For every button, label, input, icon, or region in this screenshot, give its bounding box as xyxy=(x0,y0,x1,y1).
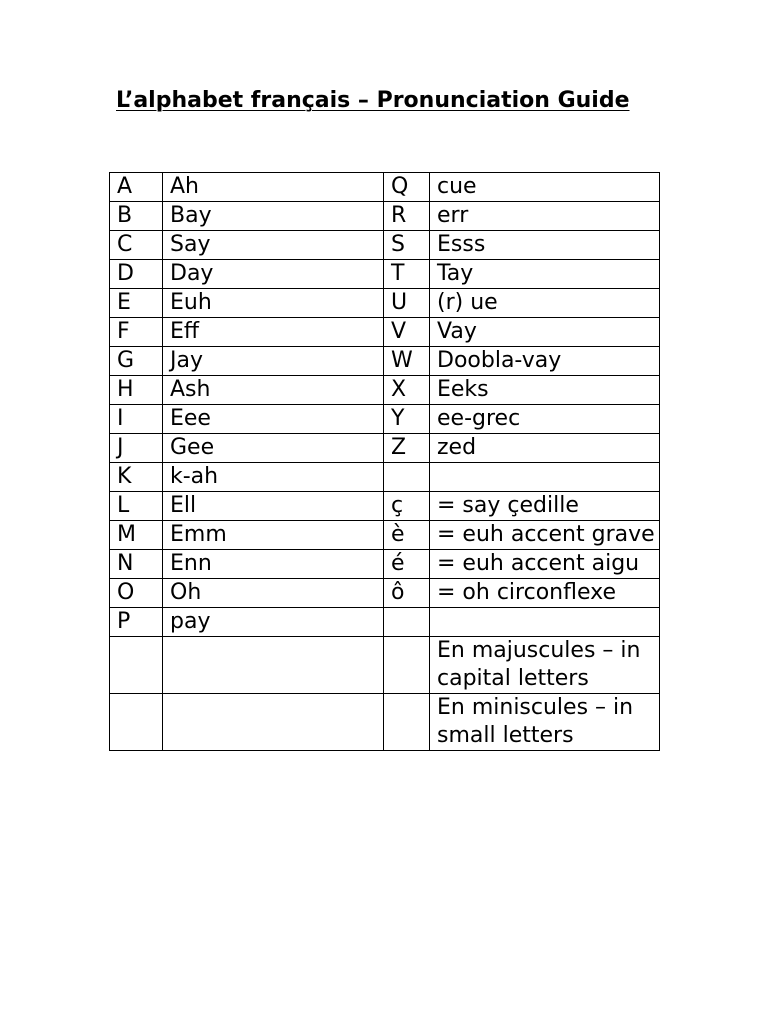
pronunciation-cell: Oh xyxy=(163,579,384,608)
page-title: L’alphabet français – Pronunciation Guide xyxy=(116,88,630,113)
letter-cell: C xyxy=(110,231,163,260)
table-row xyxy=(110,318,660,347)
letter-cell: G xyxy=(110,347,163,376)
letter-cell: T xyxy=(384,260,430,289)
table-row xyxy=(110,521,660,550)
pronunciation-cell: Day xyxy=(163,260,384,289)
table-row xyxy=(110,347,660,376)
letter-cell: N xyxy=(110,550,163,579)
pronunciation-cell: Ash xyxy=(163,376,384,405)
letter-cell: B xyxy=(110,202,163,231)
table-row xyxy=(110,405,660,434)
alphabet-table xyxy=(109,172,660,751)
letter-cell xyxy=(110,694,163,751)
letter-cell: S xyxy=(384,231,430,260)
note-cell: En miniscules – in small letters xyxy=(430,694,660,751)
table-row xyxy=(110,289,660,318)
pronunciation-cell: Esss xyxy=(430,231,660,260)
letter-cell: M xyxy=(110,521,163,550)
pronunciation-cell: Doobla-vay xyxy=(430,347,660,376)
letter-cell xyxy=(384,463,430,492)
pronunciation-cell: = oh circonflexe xyxy=(430,579,660,608)
pronunciation-cell: = euh accent grave xyxy=(430,521,660,550)
pronunciation-cell: = euh accent aigu xyxy=(430,550,660,579)
letter-cell: I xyxy=(110,405,163,434)
letter-cell: D xyxy=(110,260,163,289)
table-row xyxy=(110,492,660,521)
pronunciation-cell: Jay xyxy=(163,347,384,376)
table-row xyxy=(110,608,660,637)
letter-cell: ç xyxy=(384,492,430,521)
letter-cell: Q xyxy=(384,173,430,202)
letter-cell: H xyxy=(110,376,163,405)
letter-cell: V xyxy=(384,318,430,347)
pronunciation-cell xyxy=(430,608,660,637)
letter-cell: U xyxy=(384,289,430,318)
letter-cell: P xyxy=(110,608,163,637)
pronunciation-cell: Gee xyxy=(163,434,384,463)
table-row xyxy=(110,463,660,492)
table-row xyxy=(110,550,660,579)
pronunciation-cell: err xyxy=(430,202,660,231)
pronunciation-cell: zed xyxy=(430,434,660,463)
pronunciation-cell: ee-grec xyxy=(430,405,660,434)
letter-cell: L xyxy=(110,492,163,521)
table-row xyxy=(110,637,660,694)
pronunciation-cell: Say xyxy=(163,231,384,260)
pronunciation-cell xyxy=(163,694,384,751)
pronunciation-cell: Enn xyxy=(163,550,384,579)
pronunciation-cell: Bay xyxy=(163,202,384,231)
pronunciation-cell: Vay xyxy=(430,318,660,347)
table-row xyxy=(110,173,660,202)
pronunciation-cell: Eeks xyxy=(430,376,660,405)
pronunciation-cell: pay xyxy=(163,608,384,637)
pronunciation-cell: Ah xyxy=(163,173,384,202)
pronunciation-cell: Eff xyxy=(163,318,384,347)
letter-cell: Y xyxy=(384,405,430,434)
pronunciation-cell: Eee xyxy=(163,405,384,434)
pronunciation-cell: (r) ue xyxy=(430,289,660,318)
letter-cell: K xyxy=(110,463,163,492)
letter-cell: W xyxy=(384,347,430,376)
letter-cell: J xyxy=(110,434,163,463)
letter-cell: è xyxy=(384,521,430,550)
table-row xyxy=(110,231,660,260)
pronunciation-cell: cue xyxy=(430,173,660,202)
letter-cell: ô xyxy=(384,579,430,608)
pronunciation-cell xyxy=(163,637,384,694)
letter-cell xyxy=(384,637,430,694)
letter-cell xyxy=(110,637,163,694)
letter-cell: E xyxy=(110,289,163,318)
table-row xyxy=(110,694,660,751)
letter-cell: Z xyxy=(384,434,430,463)
pronunciation-cell xyxy=(430,463,660,492)
pronunciation-cell: Emm xyxy=(163,521,384,550)
table-row xyxy=(110,202,660,231)
pronunciation-cell: Ell xyxy=(163,492,384,521)
letter-cell: R xyxy=(384,202,430,231)
letter-cell: é xyxy=(384,550,430,579)
pronunciation-cell: = say çedille xyxy=(430,492,660,521)
pronunciation-cell: k-ah xyxy=(163,463,384,492)
letter-cell: A xyxy=(110,173,163,202)
table-row xyxy=(110,434,660,463)
pronunciation-cell: Tay xyxy=(430,260,660,289)
letter-cell xyxy=(384,694,430,751)
pronunciation-cell: Euh xyxy=(163,289,384,318)
letter-cell xyxy=(384,608,430,637)
note-cell: En majuscules – in capital letters xyxy=(430,637,660,694)
table-row xyxy=(110,376,660,405)
letter-cell: O xyxy=(110,579,163,608)
letter-cell: X xyxy=(384,376,430,405)
letter-cell: F xyxy=(110,318,163,347)
table-row xyxy=(110,260,660,289)
table-row xyxy=(110,579,660,608)
